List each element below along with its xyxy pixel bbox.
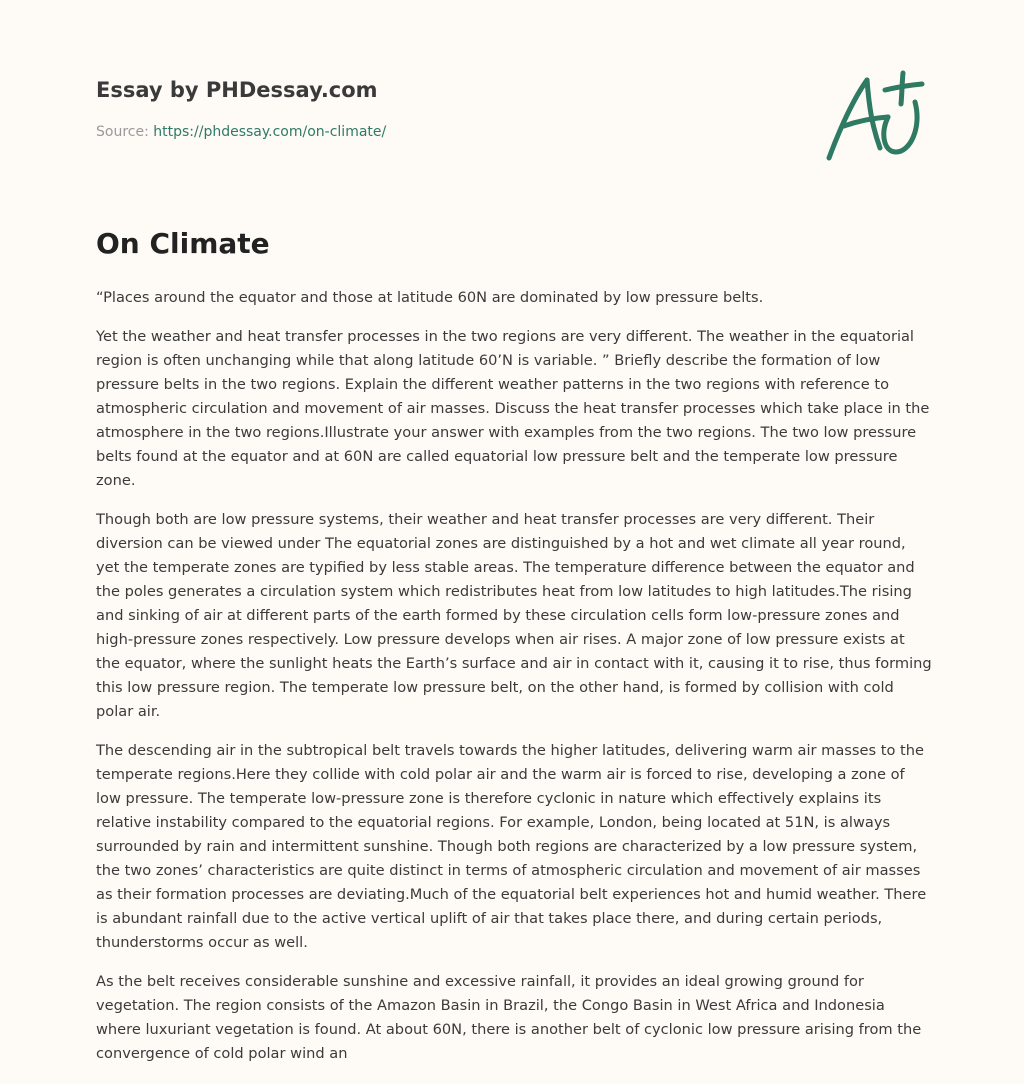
article-paragraph: Though both are low pressure systems, their weather and heat transfer processes are very different. Their diversion can be viewed under The equatorial zones are distinguished by a hot and wet climate all year round, yet the temperate zones are typified by less stable areas. The temperature difference between the equator and the poles generates a circulation system which redistributes heat from low latitudes to high latitudes.The rising and sinking of air at different parts of the earth formed by these circulation cells form low-pressure zones and high-pressure zones respectively. Low pressure develops when air rises. A major zone of low pressure exists at the equator, where the sunlight heats the Earth’s surface and air in contact with it, causing it to rise, thus forming this low pressure region. The temperate low pressure belt, on the other hand, is formed by collision with cold polar air.	[96, 511, 932, 720]
article-paragraph: “Places around the equator and those at latitude 60N are dominated by low pressure belts.	[96, 289, 764, 306]
article-paragraph: Yet the weather and heat transfer processes in the two regions are very different. The weather in the equatorial region is often unchanging while that along latitude 60’N is variable. ” Briefly describe the formation of low pressure belts in the two regions. Explain the different weather patterns in the two regions with reference to atmospheric circulation and movement of air masses. Discuss the heat transfer processes which take place in the atmosphere in the two regions.Illustrate your answer with examples from the two regions. The two low pressure belts found at the equator and at 60N are called equatorial low pressure belt and the temperate low pressure zone.	[96, 328, 930, 489]
brand-title: Essay by PHDessay.com	[96, 78, 378, 102]
source-label: Source:	[96, 124, 154, 140]
a-plus-logo-icon	[822, 68, 926, 164]
essay-header	[96, 76, 816, 141]
article-paragraph: The descending air in the subtropical belt travels towards the higher latitudes, delivering warm air masses to the temperate regions.Here they collide with cold polar air and the warm air is forced to rise, developing a zone of low pressure. The temperate low-pressure zone is therefore cyclonic in nature which effectively explains its relative instability compared to the equatorial regions. For example, London, being located at 51N, is always surrounded by rain and intermittent sunshine. Though both regions are characterized by a low pressure system, the two zones’ characteristics are quite distinct in terms of atmospheric circulation and movement of air masses as their formation processes are deviating.Much of the equatorial belt experiences hot and humid weather. There is abundant rainfall due to the active vertical uplift of air that takes place there, and during certain periods, thunderstorms occur as well.	[96, 742, 927, 951]
article-body	[96, 286, 932, 1081]
article-paragraph: As the belt receives considerable sunshine and excessive rainfall, it provides an ideal growing ground for vegetation. The region consists of the Amazon Basin in Brazil, the Congo Basin in West Africa and Indonesia where luxuriant vegetation is found. At about 60N, there is another belt of cyclonic low pressure arising from the convergence of cold polar wind an	[96, 973, 922, 1062]
source-link[interactable]: https://phdessay.com/on-climate/	[153, 124, 387, 140]
article-title: On Climate	[96, 227, 270, 260]
source-line	[96, 123, 816, 141]
